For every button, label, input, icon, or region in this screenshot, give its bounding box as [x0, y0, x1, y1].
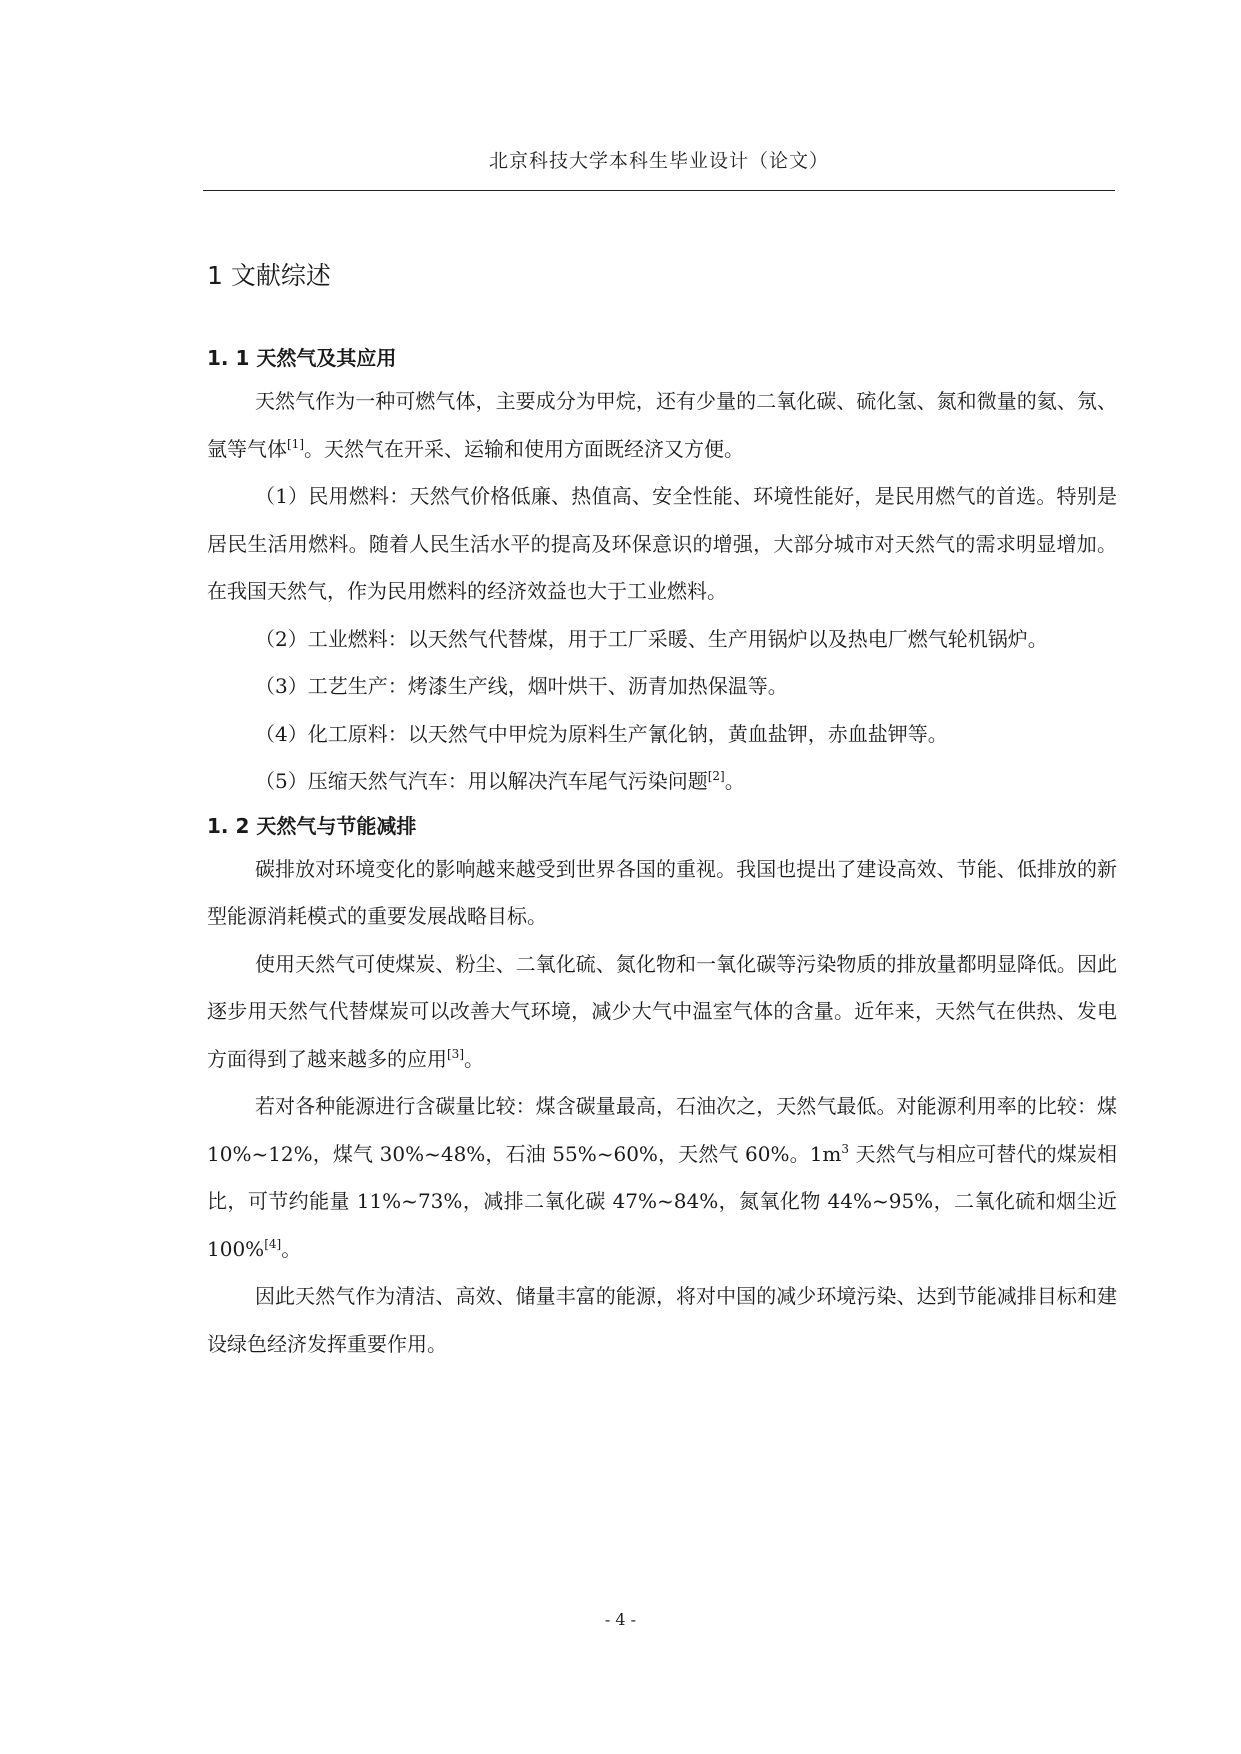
paragraph: 因此天然气作为清洁、高效、储量丰富的能源，将对中国的减少环境污染、达到节能减排目标和建设绿色经济发挥重要作用。: [207, 1284, 1117, 1356]
section-title: 1. 1 天然气及其应用: [207, 346, 397, 370]
paragraph: （2）工业燃料：以天然气代替煤，用于工厂采暖、生产用锅炉以及热电厂燃气轮机锅炉。: [255, 626, 1048, 651]
page-number: - 4 -: [604, 1610, 637, 1629]
paragraph: （3）工艺生产：烤漆生产线，烟叶烘干、沥青加热保温等。: [255, 674, 788, 698]
header-rule: [203, 190, 1115, 191]
paragraph: 碳排放对环境变化的影响越来越受到世界各国的重视。我国也提出了建设高效、节能、低排放的新型能源消耗模式的重要发展战略目标。: [207, 856, 1117, 928]
citation: [4]: [264, 1236, 282, 1251]
paragraph: （4）化工原料：以天然气中甲烷为原料生产氰化钠，黄血盐钾，赤血盐钾等。: [255, 721, 948, 746]
citation: [1]: [287, 436, 304, 451]
paragraph: 使用天然气可使煤炭、粉尘、二氧化硫、氮化物和一氧化碳等污染物质的排放量都明显降低。因此逐步用天然气代替煤炭可以改善大气环境，减少大气中温室气体的含量。近年来，天然气在供热、发电方面得到了越来越多的应用[3]。: [207, 951, 1117, 1071]
section-title: 1. 2 天然气与节能减排: [207, 813, 417, 838]
chapter-title: 1 文献综述: [207, 261, 331, 290]
paragraph: 天然气作为一种可燃气体，主要成分为甲烷，还有少量的二氧化碳、硫化氢、氮和微量的氦、氖、氩等气体[1]。天然气在开采、运输和使用方面既经济又方便。: [207, 389, 1117, 461]
superscript: 3: [841, 1141, 850, 1156]
paragraph: （1）民用燃料：天然气价格低廉、热值高、安全性能、环境性能好，是民用燃气的首选。特别是居民生活用燃料。随着人民生活水平的提高及环保意识的增强，大部分城市对天然气的需求明显增加。在我国天然气，作为民用燃料的经济效益也大于工业燃料。: [207, 484, 1117, 603]
running-header: 北京科技大学本科生毕业设计（论文）: [488, 150, 829, 172]
citation: [3]: [447, 1046, 464, 1061]
paragraph: 若对各种能源进行含碳量比较：煤含碳量最高，石油次之，天然气最低。对能源利用率的比较：煤 10%~12%，煤气 30%~48%，石油 55%~60%，天然气 60%。$1m^3$ 天然气与相应可替代的煤炭相比，可节约能量 11%~73%，减排二氧化碳 47%~84%，氮氧化物 44%~95%，二氧化硫和烟尘近 100%[4]。: [207, 1094, 1117, 1261]
page-content: [207, 256, 1117, 1368]
paragraph: （5）压缩天然气汽车：用以解决汽车尾气污染问题[2]。: [255, 769, 745, 793]
citation: [2]: [707, 769, 725, 783]
